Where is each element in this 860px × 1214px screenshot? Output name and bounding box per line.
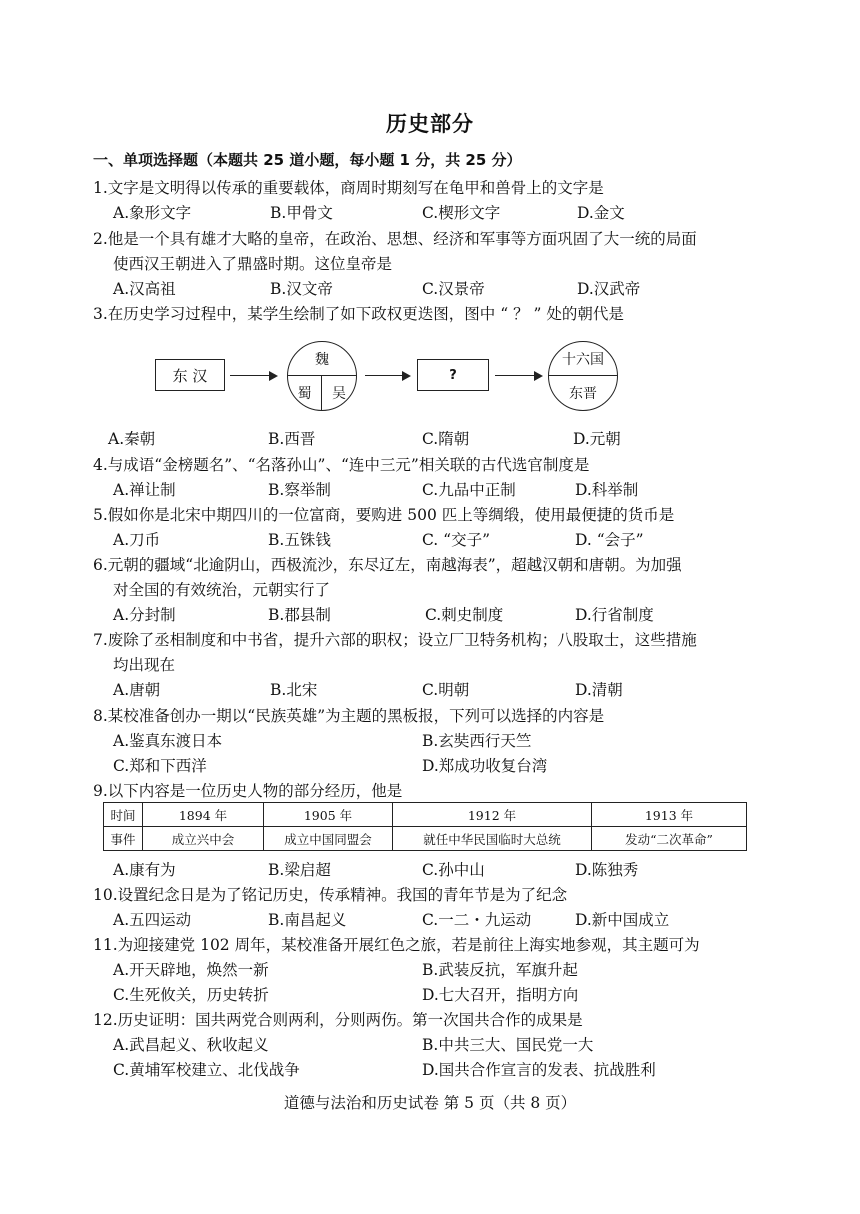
arrow-3 xyxy=(495,375,541,376)
option-c: C.生死攸关，历史转折 xyxy=(113,986,269,1004)
table-cell: 时间 xyxy=(104,803,143,827)
option-d: D.金文 xyxy=(577,204,625,222)
option-d: D.郑成功收复台湾 xyxy=(422,757,548,775)
circle-wu: 吴 xyxy=(332,386,346,402)
diagram-box-unknown: ? xyxy=(417,359,489,391)
biography-table xyxy=(103,802,747,851)
option-b: B.南昌起义 xyxy=(268,911,347,929)
option-a: A.刀币 xyxy=(113,531,161,549)
option-a: A.禅让制 xyxy=(113,481,176,499)
question-6-stem: 6.元朝的疆域“北逾阴山，西极流沙，东尽辽左，南越海表”，超越汉朝和唐朝。为加强 xyxy=(93,556,682,574)
table-cell: 1894 年 xyxy=(143,803,264,827)
question-11-stem: 11.为迎接建党 102 周年，某校准备开展红色之旅，若是前往上海实地参观，其主题可为 xyxy=(93,936,700,954)
option-d: D.清朝 xyxy=(575,681,623,699)
question-10-stem: 10.设置纪念日是为了铭记历史，传承精神。我国的青年节是为了纪念 xyxy=(93,886,568,904)
option-b: B.甲骨文 xyxy=(270,204,333,222)
question-4-stem: 4.与成语“金榜题名”、“名落孙山”、“连中三元”相关联的古代选官制度是 xyxy=(93,456,590,474)
circle-shu: 蜀 xyxy=(288,376,322,410)
question-2-stem-cont: 使西汉王朝进入了鼎盛时期。这位皇帝是 xyxy=(113,255,393,273)
option-c: C. “交子” xyxy=(422,531,491,549)
option-a: A.鉴真东渡日本 xyxy=(113,732,223,750)
option-c: C.郑和下西洋 xyxy=(113,757,207,775)
question-9-stem: 9.以下内容是一位历史人物的部分经历，他是 xyxy=(93,782,403,800)
table-cell: 成立中国同盟会 xyxy=(264,827,393,851)
option-b: B.察举制 xyxy=(268,481,331,499)
option-c: C.孙中山 xyxy=(422,861,485,879)
question-7-stem: 7.废除了丞相制度和中书省，提升六部的职权；设立厂卫特务机构；八股取士，这些措施 xyxy=(93,631,697,649)
option-a: A.康有为 xyxy=(113,861,176,879)
page-title: 历史部分 xyxy=(386,112,474,136)
option-c: C.汉景帝 xyxy=(422,280,485,298)
arrow-1 xyxy=(230,375,276,376)
option-c: C.一二・九运动 xyxy=(422,911,532,929)
option-b: B.五铢钱 xyxy=(268,531,331,549)
option-b: B.汉文帝 xyxy=(270,280,333,298)
table-row xyxy=(104,827,747,851)
diagram-circle-three-kingdoms xyxy=(287,341,357,411)
option-d: D.新中国成立 xyxy=(575,911,670,929)
option-a: A.武昌起义、秋收起义 xyxy=(113,1036,269,1054)
question-1-stem: 1.文字是文明得以传承的重要载体，商周时期刻写在龟甲和兽骨上的文字是 xyxy=(93,179,604,197)
circle-wei: 魏 xyxy=(288,342,356,376)
question-7-stem-cont: 均出现在 xyxy=(113,656,176,674)
page-footer: 道德与法治和历史试卷 第 5 页（共 8 页） xyxy=(283,1094,577,1112)
option-d: D.陈独秀 xyxy=(575,861,639,879)
option-a: A.汉高祖 xyxy=(113,280,176,298)
option-b: B.西晋 xyxy=(268,430,316,448)
option-d: D.行省制度 xyxy=(575,606,654,624)
option-a: A.五四运动 xyxy=(113,911,192,929)
option-a: A.分封制 xyxy=(113,606,176,624)
option-d: D.七大召开，指明方向 xyxy=(422,986,579,1004)
option-b: B.玄奘西行天竺 xyxy=(422,732,532,750)
option-c: C.隋朝 xyxy=(422,430,470,448)
option-d: D.汉武帝 xyxy=(577,280,641,298)
option-d: D.元朝 xyxy=(573,430,621,448)
table-cell: 1913 年 xyxy=(592,803,747,827)
option-a: A.秦朝 xyxy=(108,430,156,448)
question-3-stem: 3.在历史学习过程中，某学生绘制了如下政权更迭图，图中 “ ？ ” 处的朝代是 xyxy=(93,305,624,323)
question-5-stem: 5.假如你是北宋中期四川的一位富商，要购进 500 匹上等绸缎，使用最便捷的货币是 xyxy=(93,506,675,524)
table-row xyxy=(104,803,747,827)
arrow-2 xyxy=(365,375,409,376)
option-b: B.梁启超 xyxy=(268,861,331,879)
option-c: C.明朝 xyxy=(422,681,470,699)
table-cell: 发动“二次革命” xyxy=(592,827,747,851)
circle-dongjin: 东晋 xyxy=(569,386,597,402)
option-d: D. “会子” xyxy=(575,531,644,549)
diagram-circle-sixteen-kingdoms xyxy=(548,341,618,411)
question-6-stem-cont: 对全国的有效统治，元朝实行了 xyxy=(113,581,331,599)
option-c: C.九品中正制 xyxy=(422,481,516,499)
question-8-stem: 8.某校准备创办一期以“民族英雄”为主题的黑板报，下列可以选择的内容是 xyxy=(93,707,605,725)
circle-sixteen-kingdoms: 十六国 xyxy=(549,342,617,376)
option-b: B.中共三大、国民党一大 xyxy=(422,1036,594,1054)
diagram-box-donghan: 东 汉 xyxy=(155,359,225,391)
table-cell: 1905 年 xyxy=(264,803,393,827)
option-d: D.国共合作宣言的发表、抗战胜利 xyxy=(422,1061,656,1079)
option-b: B.武装反抗，军旗升起 xyxy=(422,961,578,979)
question-12-stem: 12.历史证明：国共两党合则两利，分则两伤。第一次国共合作的成果是 xyxy=(93,1011,583,1029)
section-heading: 一、单项选择题（本题共 25 道小题，每小题 1 分，共 25 分） xyxy=(93,151,522,169)
table-cell: 1912 年 xyxy=(393,803,592,827)
option-d: D.科举制 xyxy=(575,481,639,499)
option-c: C.黄埔军校建立、北伐战争 xyxy=(113,1061,300,1079)
option-a: A.开天辟地，焕然一新 xyxy=(113,961,269,979)
option-a: A.唐朝 xyxy=(113,681,161,699)
option-b: B.郡县制 xyxy=(268,606,331,624)
table-cell: 事件 xyxy=(104,827,143,851)
table-cell: 就任中华民国临时大总统 xyxy=(393,827,592,851)
option-a: A.象形文字 xyxy=(113,204,192,222)
question-2-stem: 2.他是一个具有雄才大略的皇帝，在政治、思想、经济和军事等方面巩固了大一统的局面 xyxy=(93,230,697,248)
table-cell: 成立兴中会 xyxy=(143,827,264,851)
option-c: C.刺史制度 xyxy=(425,606,504,624)
option-c: C.楔形文字 xyxy=(422,204,501,222)
dynasty-diagram xyxy=(150,338,650,418)
option-b: B.北宋 xyxy=(270,681,318,699)
